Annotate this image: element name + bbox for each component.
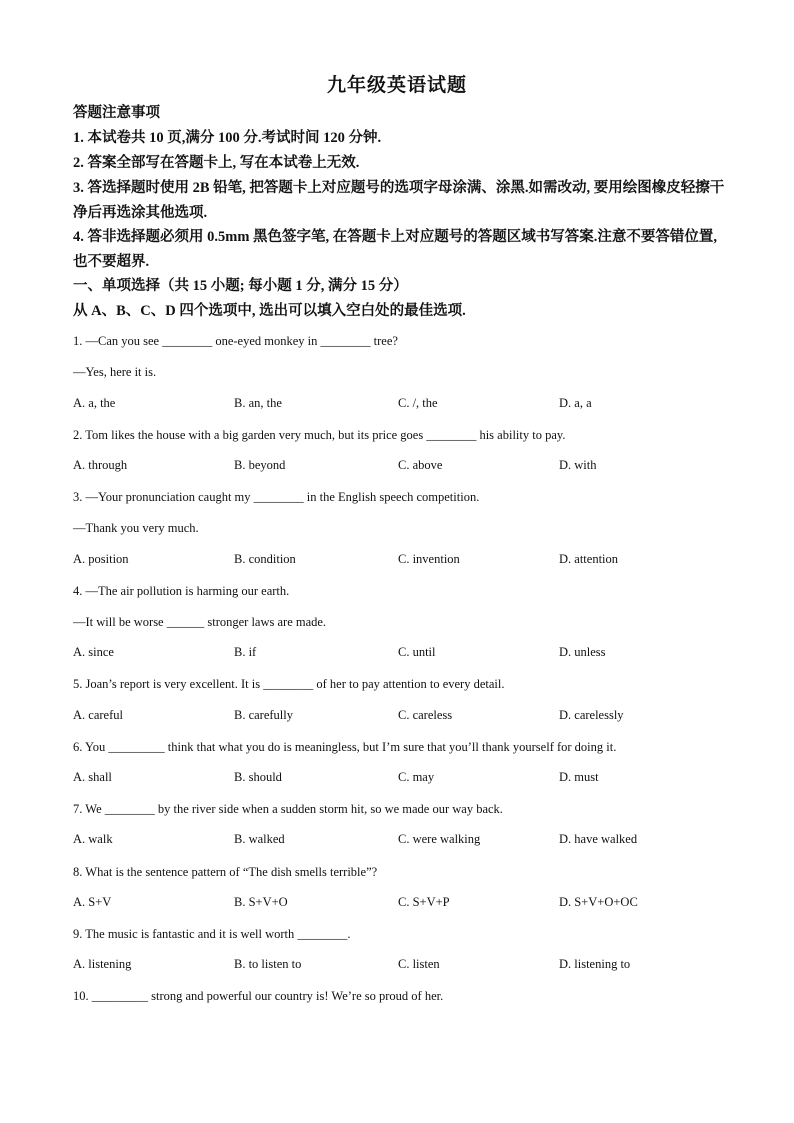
option-d: D. S+V+O+OC [559, 895, 638, 909]
question-9-line-1: 9. The music is fantastic and it is well worth ________. [73, 927, 351, 941]
option-b: B. condition [234, 552, 296, 566]
question-1-line-1: 1. —Can you see ________ one-eyed monkey in ________ tree? [73, 334, 398, 348]
question-10-line-1: 10. _________ strong and powerful our country is! We’re so proud of her. [73, 989, 444, 1003]
section-instruction: 从 A、B、C、D 四个选项中, 选出可以填入空白处的最佳选项. [73, 303, 466, 319]
option-b: B. beyond [234, 458, 286, 472]
option-b: B. an, the [234, 396, 282, 410]
option-a: A. listening [73, 957, 132, 971]
question-1-options [73, 396, 733, 412]
question-2-line-1: 2. Tom likes the house with a big garden very much, but its price goes ________ his ability to pay. [73, 428, 566, 442]
question-4-line-1: 4. —The air pollution is harming our earth. [73, 584, 290, 598]
question-5-options [73, 708, 733, 724]
option-d: D. with [559, 458, 597, 472]
option-a: A. walk [73, 832, 113, 846]
option-b: B. should [234, 770, 282, 784]
question-5-line-1: 5. Joan’s report is very excellent. It is ________ of her to pay attention to every detail. [73, 677, 505, 691]
section-title: 一、单项选择（共 15 小题; 每小题 1 分, 满分 15 分） [73, 278, 408, 294]
option-a: A. position [73, 552, 129, 566]
option-d: D. carelessly [559, 708, 624, 722]
option-a: A. S+V [73, 895, 112, 909]
option-c: C. were walking [398, 832, 481, 846]
question-4-line-2: —It will be worse ______ stronger laws are made. [73, 615, 327, 629]
question-3-line-1: 3. —Your pronunciation caught my ________ in the English speech competition. [73, 490, 480, 504]
note-item-3: 3. 答选择题时使用 2B 铅笔, 把答题卡上对应题号的选项字母涂满、涂黑.如需改动, 要用绘图橡皮轻擦干净后再选涂其他选项. [73, 180, 725, 221]
option-b: B. carefully [234, 708, 294, 722]
option-c: C. may [398, 770, 435, 784]
note-item-2: 2. 答案全部写在答题卡上, 写在本试卷上无效. [73, 155, 360, 171]
page-title: 九年级英语试题 [326, 75, 467, 96]
question-2-options [73, 458, 733, 474]
question-6-options [73, 770, 733, 786]
option-a: A. through [73, 458, 128, 472]
question-6-line-1: 6. You _________ think that what you do is meaningless, but I’m sure that you’ll thank yourself for doing it. [73, 740, 617, 754]
note-item-4: 4. 答非选择题必须用 0.5mm 黑色签字笔, 在答题卡上对应题号的答题区域书写答案.注意不要答错位置, 也不要超界. [73, 229, 718, 270]
question-1-line-2: —Yes, here it is. [73, 365, 157, 379]
note-item-1: 1. 本试卷共 10 页,满分 100 分.考试时间 120 分钟. [73, 130, 382, 146]
option-c: C. until [398, 645, 436, 659]
option-c: C. invention [398, 552, 460, 566]
option-d: D. have walked [559, 832, 638, 846]
question-7-options [73, 832, 733, 848]
option-a: A. a, the [73, 396, 116, 410]
option-c: C. careless [398, 708, 453, 722]
option-a: A. since [73, 645, 114, 659]
option-b: B. to listen to [234, 957, 302, 971]
option-c: C. S+V+P [398, 895, 450, 909]
option-d: D. must [559, 770, 599, 784]
option-d: D. listening to [559, 957, 631, 971]
option-b: B. S+V+O [234, 895, 288, 909]
option-d: D. attention [559, 552, 619, 566]
question-3-options [73, 552, 733, 568]
option-c: C. /, the [398, 396, 438, 410]
question-9-options [73, 957, 733, 973]
option-a: A. careful [73, 708, 123, 722]
question-8-line-1: 8. What is the sentence pattern of “The dish smells terrible”? [73, 865, 378, 879]
option-a: A. shall [73, 770, 112, 784]
question-8-options [73, 895, 733, 911]
option-c: C. listen [398, 957, 440, 971]
option-b: B. walked [234, 832, 285, 846]
option-b: B. if [234, 645, 257, 659]
notes-heading: 答题注意事项 [73, 105, 160, 121]
question-7-line-1: 7. We ________ by the river side when a sudden storm hit, so we made our way back. [73, 802, 503, 816]
option-d: D. a, a [559, 396, 592, 410]
question-3-line-2: —Thank you very much. [73, 521, 199, 535]
option-d: D. unless [559, 645, 606, 659]
option-c: C. above [398, 458, 443, 472]
question-4-options [73, 645, 733, 661]
